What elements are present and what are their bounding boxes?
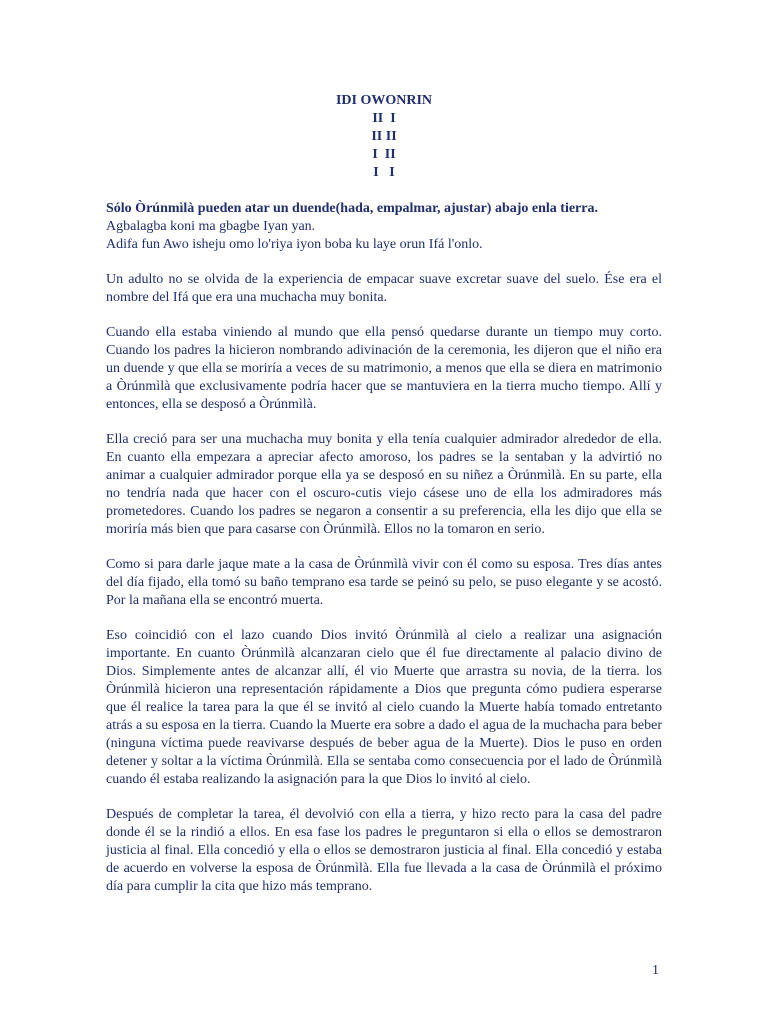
paragraph: Ella creció para ser una muchacha muy bonita y ella tenía cualquier admirador alrededor de ella. En cuanto ella empezara a apreciar afecto amoroso, los padres se la sentaban y la advirtió no animar a cualquier admirador porque ella ya se desposó en su niñez a Òrúnmìlà. En su parte, ella no tendría nada que hacer con el oscuro-cutis viejo cásese uno de ella los admiradores más prometedores. Cuando los padres se negaron a consentir a su preferencia, ella les dijo que ella se moriría más bien que para casarse con Òrúnmìlà. Ellos no la tomaron en serio. — [106, 432, 662, 537]
odu-mark-row: I I — [373, 165, 395, 180]
body-text — [106, 200, 662, 896]
odu-mark-row: I II — [372, 147, 396, 162]
paragraph: Eso coincidió con el lazo cuando Dios invitó Òrúnmìlà al cielo a realizar una asignación importante. En cuanto Òrúnmìlà alcanzaran cielo que él fue directamente al palacio divino de Dios. Simplemente antes de alcanzar allí, él vio Muerte que arrastra su novia, de la tierra. los Òrúnmìlà hicieron una representación rápidamente a Dios que pregunta cómo pudiera esperarse que él realice la tarea para la que él se invitó al cielo cuando la Muerte había tomado entretanto atrás a su esposa en la tierra. Cuando la Muerte era sobre a dado el agua de la muchacha para beber (ninguna víctima puede reavivarse después de beber agua de la Muerte). Dios le puso en orden detener y soltar a la víctima Òrúnmìlà. Ella se sentaba como consecuencia por el lado de Òrúnmìlà cuando él estaba realizando la asignación para la que Dios lo invitó al cielo. — [106, 628, 662, 787]
document-title: IDI OWONRIN — [335, 93, 433, 108]
paragraph: Un adulto no se olvida de la experiencia de empacar suave excretar suave del suelo. Ése era el nombre del Ifá que era una muchacha muy bonita. — [106, 272, 662, 305]
intro-line: Adifa fun Awo isheju omo lo'riya iyon boba ku laye orun Ifá l'onlo. — [106, 237, 483, 252]
intro-bold-line: Sólo Òrúnmìlà pueden atar un duende(hada, empalmar, ajustar) abajo enla tierra. — [106, 201, 598, 216]
odu-mark-row: II I — [372, 111, 396, 126]
paragraph: Como si para darle jaque mate a la casa de Òrúnmìlà vivir con él como su esposa. Tres días antes del día fijado, ella tomó su baño temprano esa tarde se peinó su pelo, se puso elegante y se acostó. Por la mañana ella se encontró muerta. — [106, 557, 662, 608]
page-number: 1 — [652, 963, 659, 978]
intro-line: Agbalagba koni ma gbagbe Iyan yan. — [106, 219, 316, 234]
header — [106, 92, 662, 182]
paragraph: Cuando ella estaba viniendo al mundo que ella pensó quedarse durante un tiempo muy corto. Cuando los padres la hicieron nombrando adivinación de la ceremonia, les dijeron que el niño era un duende y que ella se moriría a veces de su matrimonio, a menos que ella se diera en matrimonio a Òrúnmìlà que exclusivamente podría hacer que se mantuviera en la tierra mucho tiempo. Allí y entonces, ella se desposó a Òrúnmìlà. — [106, 325, 662, 412]
odu-mark-row: II II — [371, 129, 397, 144]
paragraph: Después de completar la tarea, él devolvió con ella a tierra, y hizo recto para la casa del padre donde él se la rindió a ellos. En esa fase los padres le preguntaron si ella o ellos se demostraron justicia al final. Ella concedió y ella o ellos se demostraron justicia al final. Ella concedió y estaba de acuerdo en volverse la esposa de Òrúnmìlà. Ella fue llevada a la casa de Òrúnmìlà el próximo día para cumplir la cita que hizo más temprano. — [106, 807, 662, 894]
